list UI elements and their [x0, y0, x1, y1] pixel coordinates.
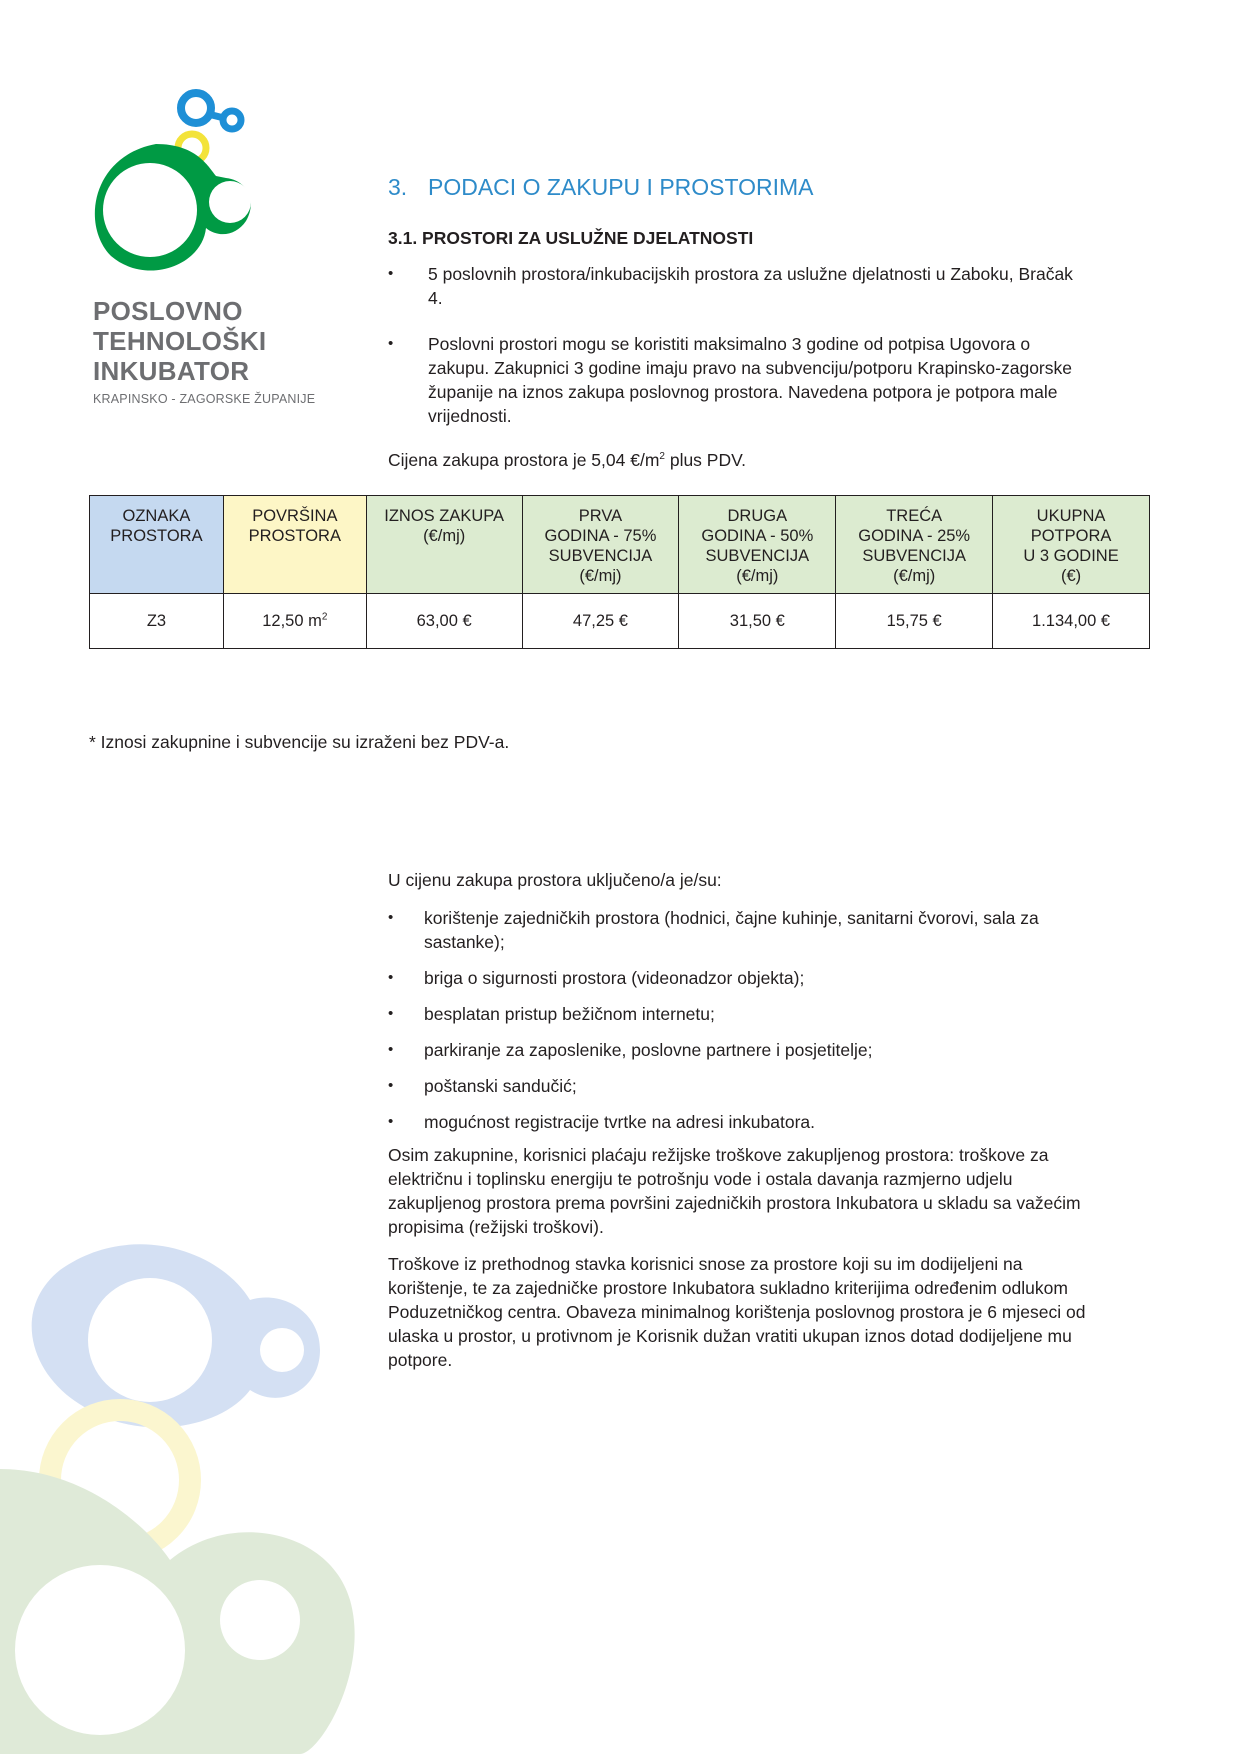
header-line: PROSTORA: [248, 527, 341, 545]
header-line: IZNOS ZAKUPA: [384, 507, 505, 525]
list-item: [388, 966, 1088, 990]
header-line: (€/mj): [736, 567, 779, 585]
list-item: [388, 1002, 1088, 1026]
table-row: [90, 594, 1150, 649]
header-iznos: [366, 496, 522, 594]
price-line: [388, 450, 746, 471]
list-item: [388, 1074, 1088, 1098]
cell-druga: 31,50 €: [679, 594, 836, 649]
included-list: [388, 906, 1088, 1146]
list-item: [388, 1110, 1088, 1134]
incubator-logo-icon: [86, 86, 271, 271]
header-line: (€): [1060, 567, 1082, 585]
section-heading: [388, 174, 814, 201]
brand-line-3: INKUBATOR: [93, 356, 250, 386]
price-sup: 2: [659, 451, 665, 463]
price-text: Cijena zakupa prostora je 5,04 €/m: [388, 450, 660, 470]
cell-prva: 47,25 €: [522, 594, 679, 649]
list-item-text: mogućnost registracije tvrtke na adresi inkubatora.: [424, 1112, 816, 1132]
header-treca: [836, 496, 993, 594]
list-item: [388, 906, 1088, 954]
cell-value: 12,50 m: [262, 612, 322, 630]
footnote: * Iznosi zakupnine i subvencije su izraženi bez PDV-a.: [89, 732, 510, 752]
header-line: DRUGA: [727, 507, 788, 525]
header-line: GODINA - 50%: [701, 527, 814, 545]
header-line: SUBVENCIJA: [548, 547, 653, 565]
cell-oznaka: Z3: [90, 594, 224, 649]
intro-bullet-list: [388, 262, 1088, 450]
table-header-row: [90, 496, 1150, 594]
header-line: GODINA - 25%: [858, 527, 971, 545]
header-line: SUBVENCIJA: [862, 547, 966, 565]
header-line: POVRŠINA: [252, 507, 338, 525]
header-line: OZNAKA: [122, 507, 191, 525]
cell-ukupno: 1.134,00 €: [993, 594, 1150, 649]
cell-sup: 2: [321, 611, 328, 623]
rent-table: [89, 495, 1150, 649]
list-item-text: poštanski sandučić;: [424, 1076, 577, 1096]
price-text-after: plus PDV.: [664, 450, 747, 470]
list-item-text: briga o sigurnosti prostora (videonadzor objekta);: [424, 968, 805, 988]
cell-treca: 15,75 €: [836, 594, 993, 649]
header-line: (€/mj): [579, 567, 622, 585]
section-title: PODACI O ZAKUPU I PROSTORIMA: [428, 174, 814, 200]
header-povrsina: [223, 496, 366, 594]
cell-povrsina: [223, 594, 366, 649]
included-intro: U cijenu zakupa prostora uključeno/a je/su:: [388, 870, 722, 890]
list-item-text: parkiranje za zaposlenike, poslovne partnere i posjetitelje;: [424, 1040, 873, 1060]
header-oznaka: [90, 496, 224, 594]
cell-iznos: 63,00 €: [366, 594, 522, 649]
header-line: SUBVENCIJA: [705, 547, 810, 565]
header-line: POTPORA: [1030, 527, 1112, 545]
paragraph-utilities: Osim zakupnine, korisnici plaćaju režijske troškove zakupljenog prostora: troškove za električnu i toplinsku energiju te potrošnju vode i ostala davanja razmjerno udjelu zakupljenog prostora prema površini zajedničkih prostora Inkubatora u skladu sa važećim propisima (režijski troškovi).: [388, 1145, 1081, 1237]
list-item-text: korištenje zajedničkih prostora (hodnici, čajne kuhinje, sanitarni čvorovi, sala za sastanke);: [424, 908, 1039, 952]
list-item: • Poslovni prostori mogu se koristiti maksimalno 3 godine od potpisa Ugovora o zakupu. Zakupnici 3 godine imaju pravo na subvenciju/potporu Krapinsko-zagorske županije na iznos zakupa poslovnog prostora. Navedena potpora je potpora male vrijednosti.: [388, 332, 1088, 428]
brand-line-1: POSLOVNO: [93, 296, 243, 326]
brand-block: [93, 296, 315, 406]
header-line: UKUPNA: [1036, 507, 1106, 525]
header-line: PROSTORA: [110, 527, 203, 545]
brand-subtitle: KRAPINSKO - ZAGORSKE ŽUPANIJE: [93, 392, 316, 406]
list-item-text: besplatan pristup bežičnom internetu;: [424, 1004, 715, 1024]
brand-line-2: TEHNOLOŠKI: [93, 326, 267, 356]
paragraph-costs: Troškove iz prethodnog stavka korisnici snose za prostore koji su im dodijeljeni na korištenje, te za zajedničke prostore Inkubatora sukladno kriterijima određenim odlukom Poduzetničkog centra. Obaveza minimalnog korištenja poslovnog prostora je 6 mjeseci od ulaska u prostor, u protivnom je Korisnik dužan vratiti ukupan iznos dotad dodijeljene mu potpore.: [388, 1254, 1086, 1370]
list-item: • 5 poslovnih prostora/inkubacijskih prostora za uslužne djelatnosti u Zaboku, Bračak 4.: [388, 262, 1088, 310]
header-line: GODINA - 75%: [544, 527, 657, 545]
header-line: TREĆA: [886, 507, 943, 525]
section-number: 3.: [388, 174, 408, 200]
decorative-bubbles-icon: [0, 1230, 420, 1754]
list-item: [388, 1038, 1088, 1062]
header-line: (€/mj): [423, 527, 466, 545]
subsection-title: 3.1. PROSTORI ZA USLUŽNE DJELATNOSTI: [388, 228, 754, 248]
header-ukupno: [993, 496, 1150, 594]
header-line: U 3 GODINE: [1023, 547, 1119, 565]
header-line: PRVA: [578, 507, 623, 525]
header-line: (€/mj): [893, 567, 936, 585]
header-prva: [522, 496, 679, 594]
header-druga: [679, 496, 836, 594]
